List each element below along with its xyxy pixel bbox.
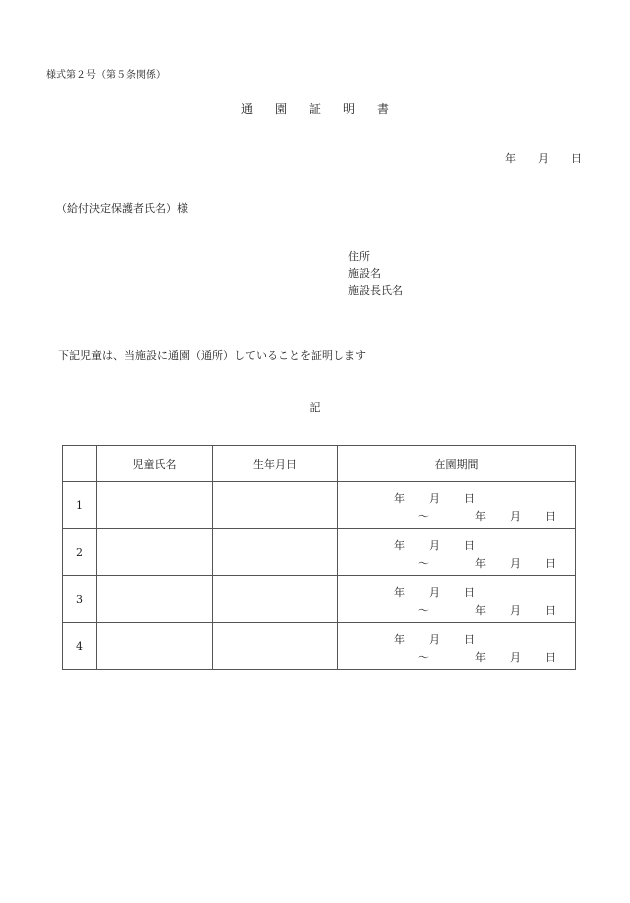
period-tilde: 〜 <box>418 510 429 523</box>
issue-date-year: 年 <box>505 152 516 165</box>
end-year-label: 年 <box>475 557 486 570</box>
start-day-label: 日 <box>464 586 475 599</box>
child-name-cell[interactable] <box>97 623 213 670</box>
start-month-label: 月 <box>429 633 440 646</box>
issue-date-month: 月 <box>538 152 549 165</box>
period-tilde: 〜 <box>418 604 429 617</box>
start-year-label: 年 <box>394 586 405 599</box>
period-end <box>418 602 556 618</box>
table-row <box>63 576 576 623</box>
enrollment-table <box>62 445 576 670</box>
birth-date-cell[interactable] <box>213 482 338 529</box>
end-year-label: 年 <box>475 510 486 523</box>
period-tilde: 〜 <box>418 651 429 664</box>
row-number: 4 <box>63 623 97 670</box>
start-day-label: 日 <box>464 539 475 552</box>
end-day-label: 日 <box>545 604 556 617</box>
start-day-label: 日 <box>464 633 475 646</box>
start-year-label: 年 <box>394 633 405 646</box>
start-month-label: 月 <box>429 539 440 552</box>
start-month-label: 月 <box>429 586 440 599</box>
enrollment-period-cell[interactable] <box>338 529 576 576</box>
form-number: 様式第２号（第５条関係） <box>46 70 166 81</box>
start-day-label: 日 <box>464 492 475 505</box>
issuer-block <box>348 248 403 299</box>
period-end <box>418 555 556 571</box>
end-year-label: 年 <box>475 604 486 617</box>
certification-statement: 下記児童は、当施設に通園（通所）していることを証明します <box>58 349 366 362</box>
end-year-label: 年 <box>475 651 486 664</box>
period-end <box>418 649 556 665</box>
end-month-label: 月 <box>510 651 521 664</box>
issuer-address-label: 住所 <box>348 250 370 263</box>
period-end <box>418 508 556 524</box>
period-tilde: 〜 <box>418 557 429 570</box>
record-heading: 記 <box>309 401 321 414</box>
issue-date <box>505 150 582 166</box>
row-number: 2 <box>63 529 97 576</box>
table-header-row <box>63 446 576 482</box>
document-title: 通園証明書 <box>240 102 411 116</box>
table-row <box>63 529 576 576</box>
start-month-label: 月 <box>429 492 440 505</box>
enrollment-period-cell[interactable] <box>338 482 576 529</box>
end-day-label: 日 <box>545 557 556 570</box>
birth-date-cell[interactable] <box>213 623 338 670</box>
child-name-cell[interactable] <box>97 529 213 576</box>
issuer-facility-label: 施設名 <box>348 267 381 280</box>
header-child-name: 児童氏名 <box>97 446 213 482</box>
issue-date-day: 日 <box>571 152 582 165</box>
period-start <box>394 631 499 647</box>
child-name-cell[interactable] <box>97 482 213 529</box>
end-month-label: 月 <box>510 604 521 617</box>
table-row <box>63 482 576 529</box>
period-start <box>394 490 499 506</box>
header-birth-date: 生年月日 <box>213 446 338 482</box>
end-day-label: 日 <box>545 651 556 664</box>
table-row <box>63 623 576 670</box>
row-number: 3 <box>63 576 97 623</box>
enrollment-period-cell[interactable] <box>338 623 576 670</box>
end-day-label: 日 <box>545 510 556 523</box>
row-number: 1 <box>63 482 97 529</box>
start-year-label: 年 <box>394 492 405 505</box>
recipient-line: （給付決定保護者氏名）様 <box>56 202 188 215</box>
birth-date-cell[interactable] <box>213 529 338 576</box>
header-enrollment-period: 在園期間 <box>338 446 576 482</box>
period-start <box>394 584 499 600</box>
end-month-label: 月 <box>510 557 521 570</box>
child-name-cell[interactable] <box>97 576 213 623</box>
start-year-label: 年 <box>394 539 405 552</box>
issuer-director-label: 施設長氏名 <box>348 284 403 297</box>
period-start <box>394 537 499 553</box>
enrollment-period-cell[interactable] <box>338 576 576 623</box>
header-number <box>63 446 97 482</box>
birth-date-cell[interactable] <box>213 576 338 623</box>
end-month-label: 月 <box>510 510 521 523</box>
